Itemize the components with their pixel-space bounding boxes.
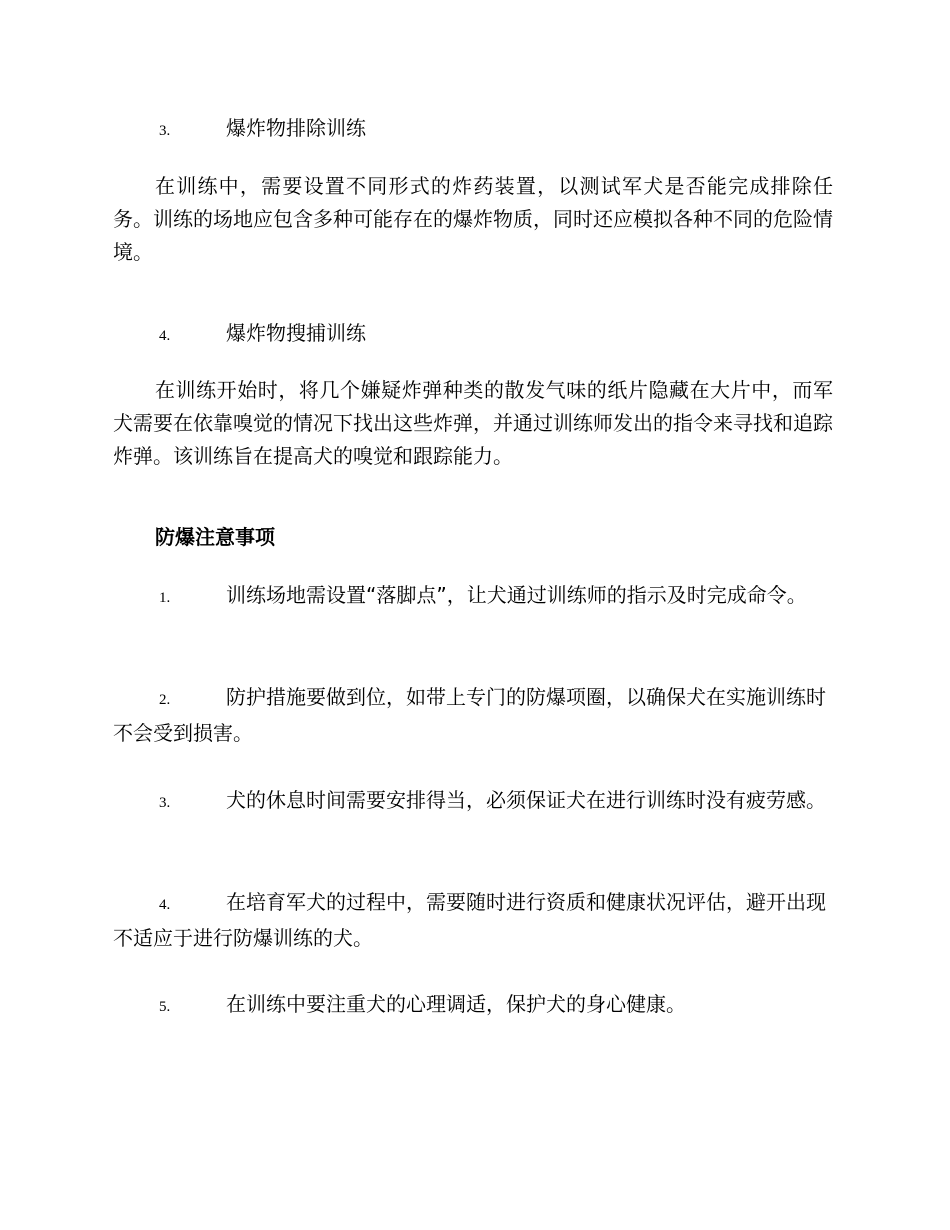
item-3-heading [113, 112, 833, 148]
precaution-item-1 [113, 579, 833, 615]
item-title: 爆炸物搜捕训练 [226, 321, 366, 345]
item-number: 4. [159, 328, 171, 344]
item-text: 防护措施要做到位，如带上专门的防爆项圈，以确保犬在实施训练时不会受到损害。 [113, 685, 826, 745]
item-number: 2. [159, 692, 171, 708]
item-3-body: 在训练中，需要设置不同形式的炸药装置，以测试军犬是否能完成排除任务。训练的场地应包含多种可能存在的爆炸物质，同时还应模拟各种不同的危险情境。 [113, 174, 833, 264]
item-text: 犬的休息时间需要安排得当，必须保证犬在进行训练时没有疲劳感。 [226, 788, 826, 812]
item-text: 训练场地需设置“落脚点”，让犬通过训练师的指示及时完成命令。 [226, 583, 807, 607]
precaution-item-3 [113, 784, 833, 820]
item-number: 4. [159, 897, 171, 913]
item-number: 3. [159, 795, 171, 811]
precaution-item-5 [113, 988, 833, 1024]
item-text: 在训练中要注重犬的心理调适，保护犬的身心健康。 [226, 992, 686, 1016]
precaution-item-4 [113, 886, 833, 955]
item-number: 5. [159, 999, 171, 1015]
item-number: 3. [159, 123, 171, 139]
item-4-body: 在训练开始时，将几个嫌疑炸弹种类的散发气味的纸片隐藏在大片中，而军犬需要在依靠嗅觉的情况下找出这些炸弹，并通过训练师发出的指令来寻找和追踪炸弹。该训练旨在提高犬的嗅觉和跟踪能力。 [113, 378, 833, 468]
precaution-item-2 [113, 681, 833, 750]
item-text: 在培育军犬的过程中，需要随时进行资质和健康状况评估，避开出现不适应于进行防爆训练的犬。 [113, 890, 826, 950]
item-4-heading [113, 317, 833, 353]
item-title: 爆炸物排除训练 [226, 116, 366, 140]
item-number: 1. [159, 590, 171, 606]
section-heading: 防爆注意事项 [155, 525, 275, 549]
